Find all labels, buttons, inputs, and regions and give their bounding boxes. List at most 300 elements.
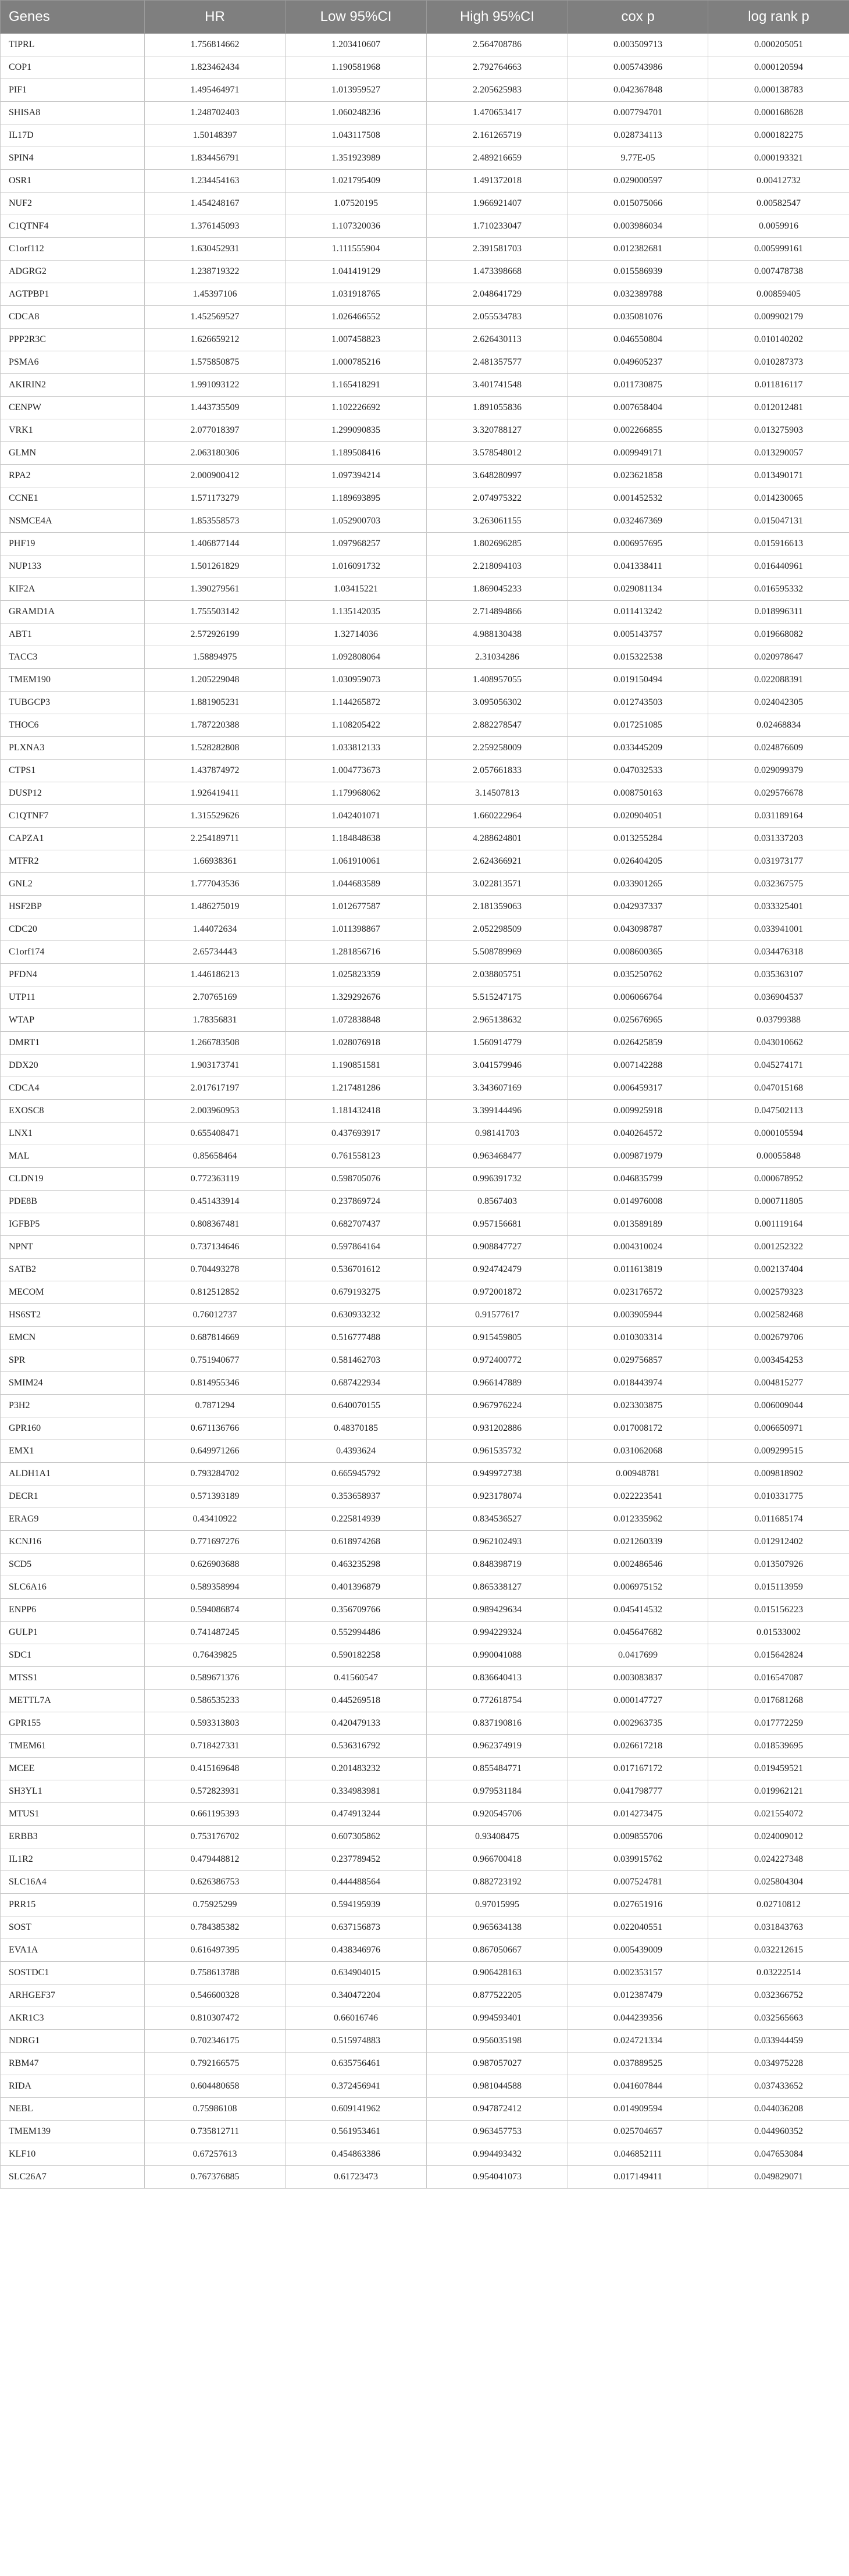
cell-logrank-p: 0.002579323	[708, 1281, 849, 1304]
cell-low-ci: 0.761558123	[286, 1145, 427, 1168]
cell-hr: 1.991093122	[145, 374, 286, 397]
cell-gene: SPIN4	[1, 147, 145, 170]
cell-hr: 0.589358994	[145, 1576, 286, 1599]
cell-gene: PIF1	[1, 79, 145, 102]
cell-low-ci: 1.030959073	[286, 669, 427, 692]
cell-cox-p: 0.022223541	[568, 1485, 708, 1508]
cell-high-ci: 0.91577617	[427, 1304, 568, 1327]
cell-hr: 0.741487245	[145, 1622, 286, 1644]
cell-low-ci: 1.042401071	[286, 805, 427, 828]
table-row	[1, 918, 849, 941]
table-row	[1, 1213, 849, 1236]
cell-high-ci: 1.966921407	[427, 193, 568, 215]
cell-low-ci: 0.607305862	[286, 1826, 427, 1848]
cell-high-ci: 1.491372018	[427, 170, 568, 193]
cell-logrank-p: 0.02468834	[708, 714, 849, 737]
cell-gene: EMCN	[1, 1327, 145, 1349]
cell-high-ci: 0.994493432	[427, 2143, 568, 2166]
cell-logrank-p: 0.009818902	[708, 1463, 849, 1485]
cell-cox-p: 0.007794701	[568, 102, 708, 124]
cell-cox-p: 0.000147727	[568, 1690, 708, 1712]
cell-gene: ADGRG2	[1, 261, 145, 283]
header-row	[1, 1, 849, 34]
cell-high-ci: 2.792764663	[427, 56, 568, 79]
cell-logrank-p: 0.029576678	[708, 782, 849, 805]
cell-hr: 0.479448812	[145, 1848, 286, 1871]
cell-logrank-p: 0.047653084	[708, 2143, 849, 2166]
cell-hr: 1.376145093	[145, 215, 286, 238]
cell-hr: 1.501261829	[145, 555, 286, 578]
cell-low-ci: 1.033812133	[286, 737, 427, 760]
cell-cox-p: 0.023176572	[568, 1281, 708, 1304]
cell-gene: CENPW	[1, 397, 145, 419]
table-row	[1, 283, 849, 306]
cell-low-ci: 1.189693895	[286, 487, 427, 510]
cell-cox-p: 0.008750163	[568, 782, 708, 805]
cell-low-ci: 1.144265872	[286, 692, 427, 714]
table-row	[1, 1259, 849, 1281]
cell-hr: 0.753176702	[145, 1826, 286, 1848]
cell-high-ci: 0.836640413	[427, 1667, 568, 1690]
cell-logrank-p: 0.005999161	[708, 238, 849, 261]
cell-high-ci: 0.855484771	[427, 1758, 568, 1780]
cell-logrank-p: 0.011685174	[708, 1508, 849, 1531]
cell-hr: 0.812512852	[145, 1281, 286, 1304]
cell-cox-p: 0.011730875	[568, 374, 708, 397]
cell-cox-p: 0.011613819	[568, 1259, 708, 1281]
cell-gene: SPR	[1, 1349, 145, 1372]
cell-cox-p: 0.035081076	[568, 306, 708, 329]
cell-logrank-p: 0.018996311	[708, 601, 849, 623]
cell-low-ci: 1.07520195	[286, 193, 427, 215]
cell-hr: 0.546600328	[145, 1984, 286, 2007]
cell-hr: 2.063180306	[145, 442, 286, 465]
cell-cox-p: 0.041338411	[568, 555, 708, 578]
cell-hr: 1.406877144	[145, 533, 286, 555]
cell-gene: NUF2	[1, 193, 145, 215]
table-row	[1, 1531, 849, 1554]
cell-low-ci: 1.190581968	[286, 56, 427, 79]
cell-logrank-p: 0.02710812	[708, 1894, 849, 1916]
cell-low-ci: 1.03415221	[286, 578, 427, 601]
cell-gene: HS6ST2	[1, 1304, 145, 1327]
cell-logrank-p: 0.000105594	[708, 1123, 849, 1145]
cell-cox-p: 0.049605237	[568, 351, 708, 374]
cell-hr: 1.205229048	[145, 669, 286, 692]
cell-logrank-p: 0.024009012	[708, 1826, 849, 1848]
table-row	[1, 1803, 849, 1826]
cell-hr: 0.661195393	[145, 1803, 286, 1826]
cell-logrank-p: 0.024227348	[708, 1848, 849, 1871]
cell-cox-p: 0.009871979	[568, 1145, 708, 1168]
cell-logrank-p: 0.044960352	[708, 2121, 849, 2143]
cell-logrank-p: 0.047015168	[708, 1077, 849, 1100]
cell-high-ci: 0.923178074	[427, 1485, 568, 1508]
table-row	[1, 1349, 849, 1372]
cell-logrank-p: 0.006650971	[708, 1417, 849, 1440]
cell-high-ci: 1.869045233	[427, 578, 568, 601]
cell-high-ci: 0.996391732	[427, 1168, 568, 1191]
cell-gene: ENPP6	[1, 1599, 145, 1622]
cell-logrank-p: 0.031973177	[708, 850, 849, 873]
cell-high-ci: 0.98141703	[427, 1123, 568, 1145]
cell-gene: CTPS1	[1, 760, 145, 782]
cell-hr: 1.58894975	[145, 646, 286, 669]
cell-cox-p: 0.006975152	[568, 1576, 708, 1599]
cell-logrank-p: 0.012912402	[708, 1531, 849, 1554]
cell-high-ci: 0.931202886	[427, 1417, 568, 1440]
table-row	[1, 1281, 849, 1304]
cell-gene: SATB2	[1, 1259, 145, 1281]
cell-low-ci: 0.634904015	[286, 1962, 427, 1984]
table-row	[1, 1032, 849, 1054]
cell-low-ci: 0.536316792	[286, 1735, 427, 1758]
cell-high-ci: 3.022813571	[427, 873, 568, 896]
cell-logrank-p: 0.033941001	[708, 918, 849, 941]
cell-logrank-p: 0.032367575	[708, 873, 849, 896]
cell-cox-p: 0.005439009	[568, 1939, 708, 1962]
cell-gene: MAL	[1, 1145, 145, 1168]
cell-logrank-p: 0.004815277	[708, 1372, 849, 1395]
cell-gene: C1orf112	[1, 238, 145, 261]
cell-gene: TIPRL	[1, 34, 145, 56]
table-row	[1, 56, 849, 79]
cell-low-ci: 1.092808064	[286, 646, 427, 669]
table-row	[1, 510, 849, 533]
cell-hr: 1.777043536	[145, 873, 286, 896]
cell-cox-p: 0.021260339	[568, 1531, 708, 1554]
cell-cox-p: 0.006957695	[568, 533, 708, 555]
table-row	[1, 1848, 849, 1871]
cell-low-ci: 0.334983981	[286, 1780, 427, 1803]
cell-hr: 0.758613788	[145, 1962, 286, 1984]
cell-hr: 1.452569527	[145, 306, 286, 329]
cell-low-ci: 0.597864164	[286, 1236, 427, 1259]
cell-low-ci: 0.682707437	[286, 1213, 427, 1236]
cell-high-ci: 0.966700418	[427, 1848, 568, 1871]
table-row	[1, 1894, 849, 1916]
cell-high-ci: 3.401741548	[427, 374, 568, 397]
cell-gene: GLMN	[1, 442, 145, 465]
cell-hr: 1.443735509	[145, 397, 286, 419]
cell-logrank-p: 0.000182275	[708, 124, 849, 147]
cell-cox-p: 0.012387479	[568, 1984, 708, 2007]
cell-low-ci: 1.097394214	[286, 465, 427, 487]
cell-high-ci: 2.259258009	[427, 737, 568, 760]
cell-hr: 0.793284702	[145, 1463, 286, 1485]
cell-gene: C1orf174	[1, 941, 145, 964]
table-row	[1, 2143, 849, 2166]
table-row	[1, 1984, 849, 2007]
cell-high-ci: 0.963457753	[427, 2121, 568, 2143]
table-row	[1, 737, 849, 760]
cell-low-ci: 0.474913244	[286, 1803, 427, 1826]
cell-hr: 1.630452931	[145, 238, 286, 261]
cell-low-ci: 1.013959527	[286, 79, 427, 102]
cell-low-ci: 1.097968257	[286, 533, 427, 555]
table-row	[1, 578, 849, 601]
cell-low-ci: 1.000785216	[286, 351, 427, 374]
cell-cox-p: 0.037889525	[568, 2053, 708, 2075]
cell-high-ci: 0.834536527	[427, 1508, 568, 1531]
cell-hr: 0.76439825	[145, 1644, 286, 1667]
table-row	[1, 1690, 849, 1712]
table-row	[1, 941, 849, 964]
table-row	[1, 986, 849, 1009]
cell-low-ci: 1.016091732	[286, 555, 427, 578]
cell-cox-p: 0.015586939	[568, 261, 708, 283]
cell-logrank-p: 0.037433652	[708, 2075, 849, 2098]
cell-hr: 0.76012737	[145, 1304, 286, 1327]
cell-gene: SLC16A4	[1, 1871, 145, 1894]
table-row	[1, 465, 849, 487]
cell-gene: ERAG9	[1, 1508, 145, 1531]
cell-high-ci: 2.057661833	[427, 760, 568, 782]
cell-gene: C1QTNF7	[1, 805, 145, 828]
cell-gene: TMEM61	[1, 1735, 145, 1758]
cell-low-ci: 1.32714036	[286, 623, 427, 646]
cell-hr: 2.077018397	[145, 419, 286, 442]
cell-gene: AGTPBP1	[1, 283, 145, 306]
cell-gene: TMEM139	[1, 2121, 145, 2143]
cell-logrank-p: 0.011816117	[708, 374, 849, 397]
cell-gene: CDCA4	[1, 1077, 145, 1100]
cell-high-ci: 2.048641729	[427, 283, 568, 306]
table-row	[1, 1417, 849, 1440]
cell-hr: 1.495464971	[145, 79, 286, 102]
cell-logrank-p: 0.000205051	[708, 34, 849, 56]
cell-logrank-p: 0.021554072	[708, 1803, 849, 1826]
cell-hr: 1.787220388	[145, 714, 286, 737]
cell-logrank-p: 0.013275903	[708, 419, 849, 442]
cell-hr: 1.853558573	[145, 510, 286, 533]
cell-logrank-p: 0.000168628	[708, 102, 849, 124]
table-row	[1, 1644, 849, 1667]
cell-high-ci: 0.979531184	[427, 1780, 568, 1803]
cell-gene: ARHGEF37	[1, 1984, 145, 2007]
cell-hr: 0.586535233	[145, 1690, 286, 1712]
cell-gene: NUP133	[1, 555, 145, 578]
cell-low-ci: 1.281856716	[286, 941, 427, 964]
cell-logrank-p: 0.000138783	[708, 79, 849, 102]
cell-cox-p: 0.041798777	[568, 1780, 708, 1803]
cell-hr: 1.315529626	[145, 805, 286, 828]
table-row	[1, 1554, 849, 1576]
cell-hr: 0.687814669	[145, 1327, 286, 1349]
cell-cox-p: 0.005743986	[568, 56, 708, 79]
cell-high-ci: 0.97015995	[427, 1894, 568, 1916]
cell-gene: MTSS1	[1, 1667, 145, 1690]
header-cox-p: cox p	[568, 1, 708, 34]
cell-high-ci: 2.218094103	[427, 555, 568, 578]
cell-hr: 0.67257613	[145, 2143, 286, 2166]
cell-low-ci: 0.225814939	[286, 1508, 427, 1531]
cell-gene: CCNE1	[1, 487, 145, 510]
cell-cox-p: 0.00948781	[568, 1463, 708, 1485]
table-row	[1, 1123, 849, 1145]
table-row	[1, 1599, 849, 1622]
cell-high-ci: 3.041579946	[427, 1054, 568, 1077]
table-row	[1, 760, 849, 782]
table-row	[1, 306, 849, 329]
cell-gene: DDX20	[1, 1054, 145, 1077]
cell-gene: C1QTNF4	[1, 215, 145, 238]
cell-gene: PHF19	[1, 533, 145, 555]
cell-logrank-p: 0.031189164	[708, 805, 849, 828]
cell-logrank-p: 0.010331775	[708, 1485, 849, 1508]
cell-cox-p: 0.026617218	[568, 1735, 708, 1758]
cell-gene: PLXNA3	[1, 737, 145, 760]
table-body	[1, 34, 849, 2189]
cell-hr: 0.808367481	[145, 1213, 286, 1236]
cell-logrank-p: 0.014230065	[708, 487, 849, 510]
cell-high-ci: 2.052298509	[427, 918, 568, 941]
cell-high-ci: 0.994593401	[427, 2007, 568, 2030]
cell-low-ci: 1.028076918	[286, 1032, 427, 1054]
cell-cox-p: 0.023621858	[568, 465, 708, 487]
cell-cox-p: 0.006459317	[568, 1077, 708, 1100]
cell-cox-p: 0.047032533	[568, 760, 708, 782]
cell-high-ci: 3.14507813	[427, 782, 568, 805]
cell-high-ci: 1.560914779	[427, 1032, 568, 1054]
cell-cox-p: 0.015322538	[568, 646, 708, 669]
cell-low-ci: 1.189508416	[286, 442, 427, 465]
cell-low-ci: 0.665945792	[286, 1463, 427, 1485]
cell-logrank-p: 0.034476318	[708, 941, 849, 964]
table-row	[1, 828, 849, 850]
cell-cox-p: 9.77E-05	[568, 147, 708, 170]
cell-logrank-p: 0.016595332	[708, 578, 849, 601]
cell-hr: 0.604480658	[145, 2075, 286, 2098]
cell-logrank-p: 0.013490171	[708, 465, 849, 487]
cell-high-ci: 2.205625983	[427, 79, 568, 102]
cell-logrank-p: 0.032212615	[708, 1939, 849, 1962]
cell-hr: 0.671136766	[145, 1417, 286, 1440]
cell-cox-p: 0.014273475	[568, 1803, 708, 1826]
cell-high-ci: 0.965634138	[427, 1916, 568, 1939]
cell-gene: TACC3	[1, 646, 145, 669]
cell-hr: 0.571393189	[145, 1485, 286, 1508]
cell-high-ci: 0.961535732	[427, 1440, 568, 1463]
cell-low-ci: 1.052900703	[286, 510, 427, 533]
cell-low-ci: 0.687422934	[286, 1372, 427, 1395]
cell-hr: 0.572823931	[145, 1780, 286, 1803]
cell-hr: 1.234454163	[145, 170, 286, 193]
cell-high-ci: 2.481357577	[427, 351, 568, 374]
cell-low-ci: 0.635756461	[286, 2053, 427, 2075]
cell-cox-p: 0.039915762	[568, 1848, 708, 1871]
cell-low-ci: 1.108205422	[286, 714, 427, 737]
cell-high-ci: 0.865338127	[427, 1576, 568, 1599]
cell-high-ci: 0.957156681	[427, 1213, 568, 1236]
cell-high-ci: 0.967976224	[427, 1395, 568, 1417]
cell-gene: DUSP12	[1, 782, 145, 805]
cell-logrank-p: 0.033944459	[708, 2030, 849, 2053]
cell-high-ci: 3.648280997	[427, 465, 568, 487]
cell-logrank-p: 0.002137404	[708, 1259, 849, 1281]
cell-cox-p: 0.025704657	[568, 2121, 708, 2143]
cell-gene: RPA2	[1, 465, 145, 487]
table-row	[1, 238, 849, 261]
cell-logrank-p: 0.009299515	[708, 1440, 849, 1463]
cell-low-ci: 1.026466552	[286, 306, 427, 329]
cell-low-ci: 0.353658937	[286, 1485, 427, 1508]
cell-cox-p: 0.023303875	[568, 1395, 708, 1417]
table-row	[1, 646, 849, 669]
cell-low-ci: 1.329292676	[286, 986, 427, 1009]
cell-gene: WTAP	[1, 1009, 145, 1032]
table-row	[1, 896, 849, 918]
cell-cox-p: 0.032389788	[568, 283, 708, 306]
cell-high-ci: 0.994229324	[427, 1622, 568, 1644]
cell-high-ci: 2.055534783	[427, 306, 568, 329]
table-row	[1, 623, 849, 646]
table-row	[1, 601, 849, 623]
cell-high-ci: 4.288624801	[427, 828, 568, 850]
cell-logrank-p: 0.032565663	[708, 2007, 849, 2030]
cell-logrank-p: 0.015156223	[708, 1599, 849, 1622]
cell-cox-p: 0.015075066	[568, 193, 708, 215]
cell-cox-p: 0.007524781	[568, 1871, 708, 1894]
cell-gene: TMEM190	[1, 669, 145, 692]
cell-gene: MECOM	[1, 1281, 145, 1304]
cell-high-ci: 0.954041073	[427, 2166, 568, 2189]
table-row	[1, 442, 849, 465]
table-row	[1, 1463, 849, 1485]
table-row	[1, 1508, 849, 1531]
cell-gene: VRK1	[1, 419, 145, 442]
cell-cox-p: 0.045414532	[568, 1599, 708, 1622]
cell-cox-p: 0.017149411	[568, 2166, 708, 2189]
cell-cox-p: 0.027651916	[568, 1894, 708, 1916]
cell-high-ci: 0.962102493	[427, 1531, 568, 1554]
cell-gene: SMIM24	[1, 1372, 145, 1395]
cell-high-ci: 2.038805751	[427, 964, 568, 986]
cell-hr: 1.486275019	[145, 896, 286, 918]
cell-gene: NDRG1	[1, 2030, 145, 2053]
cell-hr: 1.437874972	[145, 760, 286, 782]
cell-gene: COP1	[1, 56, 145, 79]
cell-high-ci: 0.877522205	[427, 1984, 568, 2007]
cell-hr: 1.755503142	[145, 601, 286, 623]
cell-logrank-p: 0.000193321	[708, 147, 849, 170]
cell-hr: 1.626659212	[145, 329, 286, 351]
cell-high-ci: 4.988130438	[427, 623, 568, 646]
cell-gene: KLF10	[1, 2143, 145, 2166]
cell-cox-p: 0.012382681	[568, 238, 708, 261]
cell-low-ci: 0.463235298	[286, 1554, 427, 1576]
cell-logrank-p: 0.002582468	[708, 1304, 849, 1327]
cell-high-ci: 3.263061155	[427, 510, 568, 533]
cell-logrank-p: 0.01533002	[708, 1622, 849, 1644]
cell-hr: 1.50148397	[145, 124, 286, 147]
cell-low-ci: 1.031918765	[286, 283, 427, 306]
table-row	[1, 1395, 849, 1417]
cell-logrank-p: 0.015047131	[708, 510, 849, 533]
cell-high-ci: 1.470653417	[427, 102, 568, 124]
cell-high-ci: 0.956035198	[427, 2030, 568, 2053]
cell-hr: 1.926419411	[145, 782, 286, 805]
cell-cox-p: 0.026404205	[568, 850, 708, 873]
cell-cox-p: 0.022040551	[568, 1916, 708, 1939]
cell-logrank-p: 0.010287373	[708, 351, 849, 374]
cell-cox-p: 0.024721334	[568, 2030, 708, 2053]
cell-gene: IL17D	[1, 124, 145, 147]
cell-high-ci: 1.408957055	[427, 669, 568, 692]
cell-high-ci: 0.949972738	[427, 1463, 568, 1485]
cell-gene: PDE8B	[1, 1191, 145, 1213]
cell-high-ci: 0.981044588	[427, 2075, 568, 2098]
